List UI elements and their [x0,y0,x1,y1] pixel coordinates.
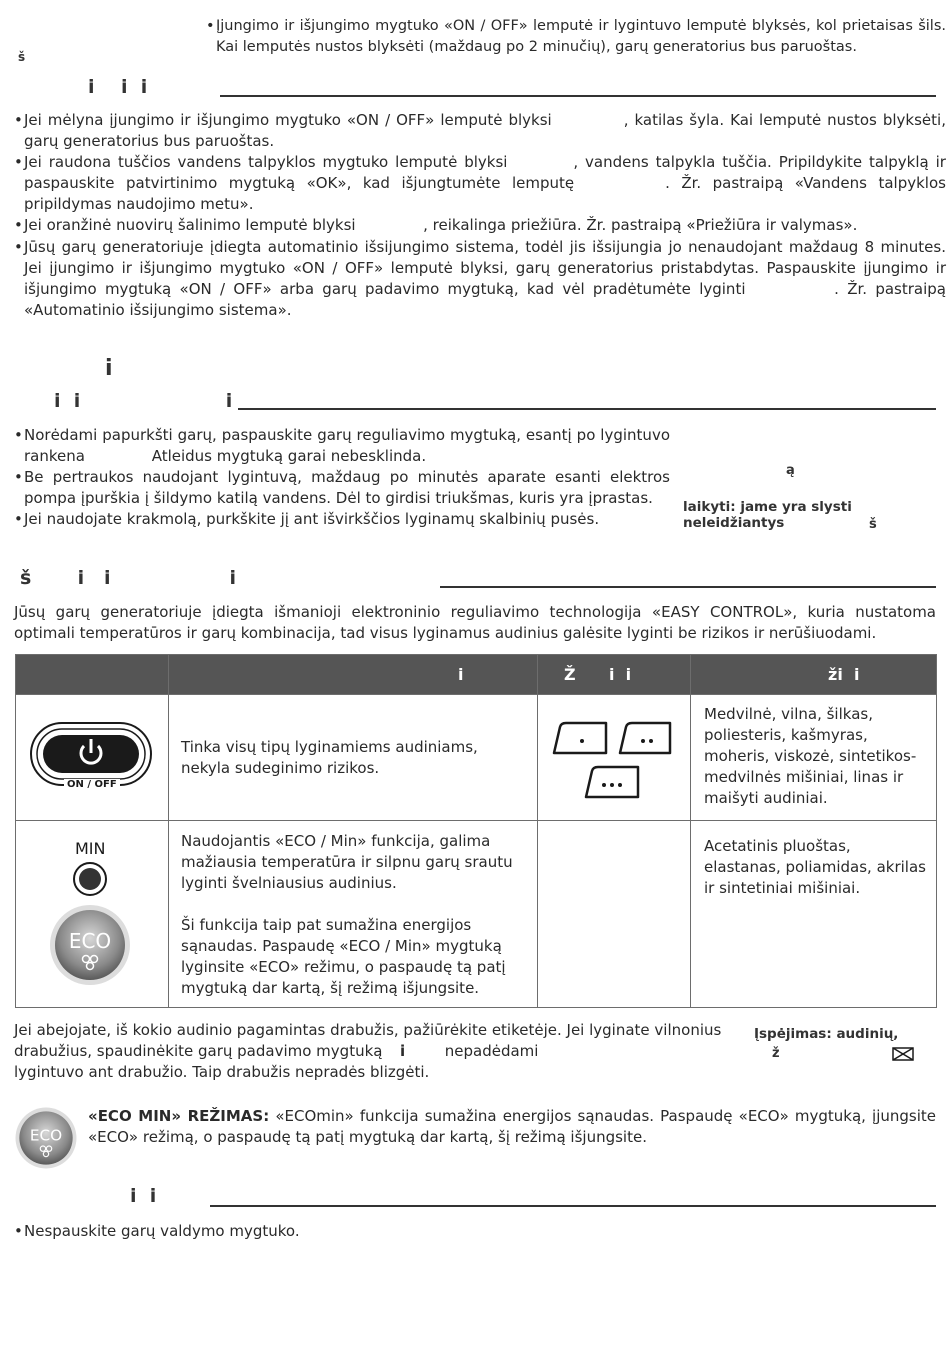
steam-bullet-1: • Norėdami papurkšti garų, paspauskite garų reguliavimo mygtuką, esantį po lygintuvo rankena Atleidus mygtuką garai nebesklinda. [14,425,670,467]
warning-note: Įspėjimas: audinių, [754,1026,899,1042]
light-bullet-auto-off-a: Jūsų garų generatoriuje įdiegta automatinio išsijungimo sistema, todėl jis išsijungia jo nenaudojant maždaug 8 minutes. Jei įjungimo ir išjungimo mygtuko «ON / OFF» lemputė blyksi, garų generatorius pristabdytas. Paspauskite įjungimo ir išjungimo mygtuką «ON / OFF» arba garų padavimo mygtuką, kad vėl pradėtumėte lyginti [24,238,946,298]
light-bullet-orange-b: , reikalinga priežiūra. Žr. pastraipą «Priežiūra ir valymas». [423,216,858,234]
after-table-text: Jei abejojate, iš kokio audinio pagamintas drabužis, pažiūrėkite etiketėje. Jei lyginate vilnonius drabužius, spaudinėkite garų padavimo mygtuką [14,1021,722,1060]
light-bullet-red-a: Jei raudona tuščios vandens talpyklos mygtuko lemputė blyksi [24,153,508,171]
row2-description-1: Naudojantis «ECO / Min» funkcija, galima mažiausia temperatūra ir silpnu garų srautu lyginti švelniausius audinius. [181,832,513,892]
table-header-row [16,655,937,695]
side-note: laikyti: jame yra slysti neleidžiantys [683,499,852,531]
no-ironing-symbol-icon [892,1047,914,1061]
light-bullet-red [14,152,946,215]
eco-mode-title: «ECO MIN» REŽIMAS: [88,1107,270,1125]
eco-button-icon [48,903,132,987]
onoff-label: ON / OFF [64,779,120,790]
eco-min-cell [16,821,169,1008]
light-bullet-red-c: . Žr. pastraipą «Vandens talpyklos pripildymas naudojimo metu». [24,174,946,213]
light-bullet-blue-a: Jei mėlyna įjungimo ir išjungimo mygtuko «ON / OFF» lemputė blyksi [24,111,552,129]
table-header-cell: i [169,655,538,695]
table-header-cell: ži i [691,655,937,695]
min-label: MIN [75,839,106,858]
settings-table [15,654,937,1008]
table-header-cell [16,655,169,695]
intro-bullet: • Įjungimo ir išjungimo mygtuko «ON / OFF» lemputė ir lygintuvo lemputė blyksės, kol prietaisas šils. Kai lemputės nustos blyksėti (maždaug po 2 minučių), garų generatorius bus paruoštas. [206,16,946,58]
last-heading-fragment: i i [130,1185,157,1207]
table-header-cell: Ž i i [538,655,691,695]
light-bullet-blue-b: , katilas šyla. Kai lemputė nustos blyksėti, garų generatorius bus paruoštas. [24,111,946,150]
after-table-paragraph [14,1020,744,1083]
table-cell [691,695,937,821]
after-table-fragment-i: i [400,1042,406,1060]
iron-settings-cell [538,695,691,821]
eco-mode-text: «ECOmin» funkcija sumažina energijos sąnaudas. Paspaudę «ECO» mygtuką, įjungsite «ECO» režimą, o paspaudę tą patį mygtuką dar kartą, šį režimą išjungsite. [88,1107,937,1146]
section-heading-fragment: i i i [88,76,148,98]
steam-bullet-2: • Be pertraukos naudojant lygintuvą, maždaug po minutės aparate esanti elektros pompa įpurškia į šildymo katilą vandens. Dėl to girdisi triukšmas, kuris yra įprastas. [14,467,670,509]
min-indicator-icon [72,861,108,897]
table-cell [538,821,691,1008]
steam-heading-fragment: i i i [54,390,233,412]
eco-mode-paragraph [88,1106,936,1148]
side-fragment-a: ą [786,463,795,478]
table-row [16,695,937,821]
svg-text:ECO: ECO [29,1126,63,1145]
after-table-text-c: lygintuvo ant drabužio. Taip drabužis nepradės blizgėti. [14,1063,430,1081]
eco-mode-icon [14,1106,78,1170]
light-bullet-blue [14,110,946,152]
table-cell [691,821,937,1008]
side-fragment-c: š [869,517,877,532]
fragment-s: š [18,50,26,64]
iron-dots-icon [546,715,686,805]
table-cell [169,821,538,1008]
row2-fabrics: Acetatinis pluoštas, elastanas, poliamidas, akrilas ir sintetiniai mišiniai. [704,837,926,897]
light-bullet-orange-a: Jei oranžinė nuovirų šalinimo lemputė blyksi [24,216,356,234]
steam-bullet-3: • Jei naudojate krakmolą, purkškite jį ant išvirkščios lyginamų skalbinių pusės. [14,509,670,530]
temp-intro: Jūsų garų generatoriuje įdiegta išmanioji elektroninio reguliavimo technologija «EASY CONTROL», kuria nustatoma optimali temperatūros ir garų kombinacija, tad visus lyginamus audinius galėsite lyginti be rizikos ir nerūšiuodami. [14,603,936,642]
row2-description-2: Ši funkcija taip pat sumažina energijos sąnaudas. Paspaudę «ECO / Min» mygtuką lyginsite «ECO» režimu, o paspaudę tą patį mygtuką dar kartą, šį režimą išjungsite. [181,916,506,997]
row1-description: Tinka visų tipų lyginamiems audiniams, nekyla sudeginimo rizikos. [181,738,478,777]
light-bullet-auto-off [14,237,946,321]
last-rule [210,1205,936,1207]
last-bullet: • Nespauskite garų valdymo mygtuko. [14,1221,924,1242]
temp-heading-fragment: š i i i [20,567,237,589]
after-table-text-b: nepadėdami [444,1042,539,1060]
section-rule [220,95,936,97]
svg-text:ECO: ECO [68,929,112,953]
row1-fabrics: Medvilnė, vilna, šilkas, poliesteris, kašmyras, moheris, viskozė, sintetikos-medvilnės mišiniai, linas ir maišyti audiniai. [704,705,917,807]
light-bullet-red-b: , vandens talpykla tuščia. Pripildykite talpyklą ir paspauskite patvirtinimo mygtuką «OK», kad išjungtumėte lemputę [24,153,946,192]
table-cell [169,695,538,821]
temp-rule [440,586,936,588]
light-bullet-auto-off-b: . Žr. pastraipą «Automatinio išsijungimo sistema». [24,280,946,319]
light-bullet-orange [14,215,946,236]
onoff-cell [16,695,169,821]
steam-rule [238,408,936,410]
table-row [16,821,937,1008]
steam-heading-fragment-top: i [105,356,113,381]
warning-fragment-z: ž [772,1046,780,1061]
